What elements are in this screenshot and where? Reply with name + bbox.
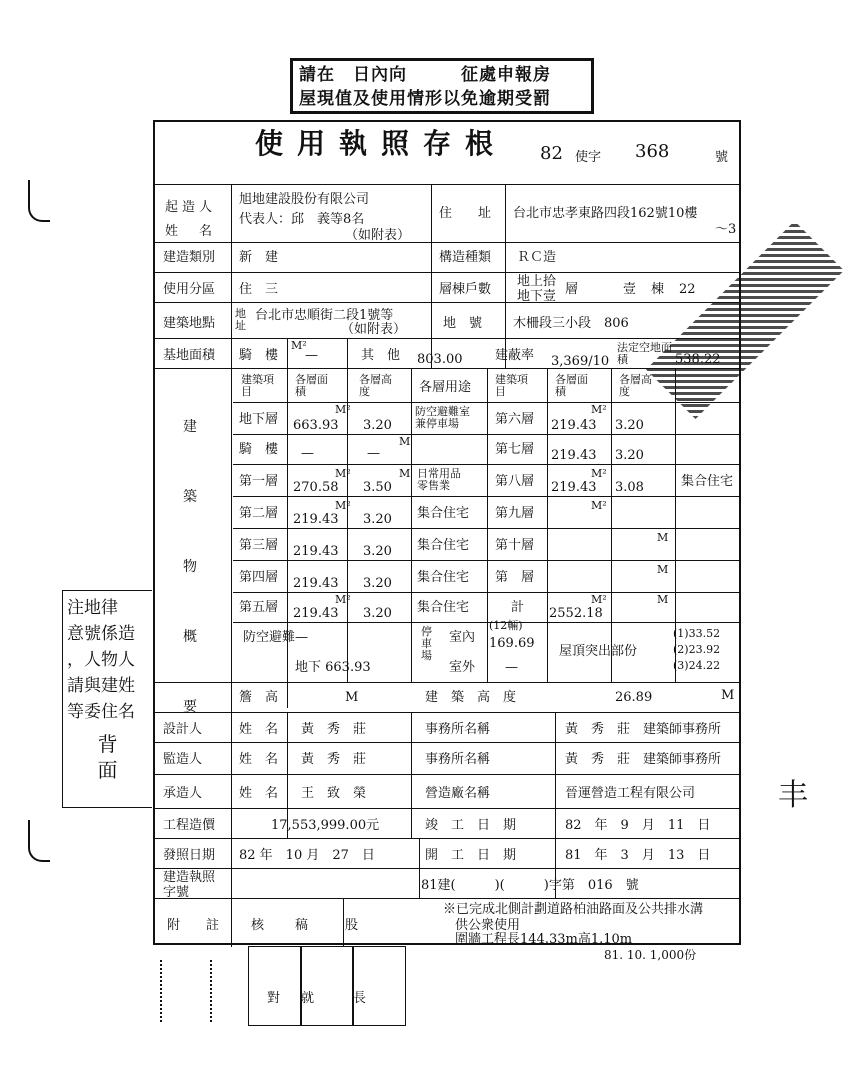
floor-name: 第十層 — [495, 538, 535, 553]
unit-m2: M² — [335, 593, 351, 606]
parking-indoor-note: (12輛) — [489, 619, 523, 632]
floor-name: 第三層 — [239, 538, 279, 553]
defense-above: — — [295, 630, 308, 645]
label-indoor: 室內 — [449, 630, 476, 645]
side-note — [62, 590, 152, 808]
floor-area: 219.43 — [551, 480, 597, 495]
label-civil-defense: 防空避難 — [243, 630, 296, 645]
floor-area: 219.43 — [551, 448, 597, 463]
label-supervisor-name: 姓 名 — [239, 752, 279, 767]
unit-m: M — [657, 563, 669, 576]
start-date: 81 年 3 月 13 日 — [565, 848, 711, 863]
floor-area: 270.58 — [293, 480, 339, 495]
label-coverage: 建蔽率 — [495, 348, 535, 363]
floor-name: 第六層 — [495, 412, 535, 427]
floor-height: 3.20 — [363, 512, 392, 527]
label-applicant: 起造人 姓 名 — [165, 200, 217, 239]
label-other: 其 他 — [361, 348, 401, 363]
side-note-text: 注地律 意號係造 ，人物人 請與建姓 等委住名 — [67, 598, 135, 722]
contractor-firm: 晉運營造工程有限公司 — [565, 786, 696, 801]
floor-use: 日常用品 零售業 — [417, 467, 461, 492]
unit-count: 22 — [679, 282, 696, 297]
floor-use: 集合住宅 — [417, 600, 470, 615]
label-building-height: 建 築 高 度 — [425, 690, 517, 705]
supervisor-office: 黃 秀 莊 建築師事務所 — [565, 752, 722, 767]
floor-area: 219.43 — [293, 606, 339, 621]
header-area-right: 各層面積 — [555, 373, 588, 398]
floor-height: 3.20 — [363, 418, 392, 433]
signoff-box-3 — [352, 946, 406, 1026]
floor-name: 第九層 — [495, 506, 535, 521]
label-parking: 停車場 — [421, 625, 432, 662]
building-height: 26.89 — [615, 690, 653, 705]
label-building-summary: 建築物概要 — [183, 419, 197, 715]
margin-marks-left-2 — [28, 820, 50, 862]
label-outdoor: 室外 — [449, 660, 476, 675]
label-issue-date: 發照日期 — [163, 848, 216, 863]
label-supervisor-office: 事務所名稱 — [425, 752, 491, 767]
stamp-line-2: 屋現值及使用情形以免逾期受罰 — [299, 89, 551, 109]
header-height-right: 各層高度 — [619, 373, 652, 398]
roof-area-3: (3)24.22 — [673, 659, 721, 672]
floor-unit: 層 — [565, 282, 579, 297]
label-designer: 設計人 — [163, 722, 203, 737]
floor-name: 第七層 — [495, 442, 535, 457]
signoff-6: 長 — [353, 991, 367, 1006]
applicant-address: 台北市忠孝東路四段162號10樓 — [513, 206, 698, 221]
label-remarks: 附 註 — [167, 918, 220, 933]
floor-name: 第四層 — [239, 570, 279, 585]
unit-m2: M² — [335, 467, 351, 480]
floor-use: 集合住宅 — [417, 538, 470, 553]
unit-m: M — [657, 593, 669, 606]
header-use: 各層用途 — [419, 380, 472, 395]
label-site-location: 建築地點 — [163, 316, 216, 331]
stamp-line-1: 請在 日內向 征處申報房 — [299, 65, 551, 85]
floor-height: 3.20 — [363, 606, 392, 621]
floor-height: 3.50 — [363, 480, 392, 495]
floor-name: 地下層 — [239, 412, 279, 427]
coverage: 3,369/10 — [551, 354, 610, 369]
building-height-unit: M — [721, 688, 735, 703]
floor-height: 3.20 — [363, 544, 392, 559]
open-space: 538.22 — [675, 352, 721, 367]
floor-use: 集合住宅 — [417, 506, 470, 521]
designer-office: 黃 秀 莊 建築師事務所 — [565, 722, 722, 737]
unit-m2: M² — [591, 593, 607, 606]
unit-m2: M² — [591, 467, 607, 480]
signoff-box-1 — [248, 946, 302, 1026]
supervisor-name: 黃 秀 莊 — [301, 752, 367, 767]
label-contractor-name: 姓 名 — [239, 786, 279, 801]
label-supervisor: 監造人 — [163, 752, 203, 767]
label-floors-units: 層棟戶數 — [439, 282, 492, 297]
floor-name: 第八層 — [495, 474, 535, 489]
label-designer-office: 事務所名稱 — [425, 722, 491, 737]
signoff-2: 稿 — [295, 918, 309, 933]
label-contractor: 承造人 — [163, 786, 203, 801]
label-designer-name: 姓 名 — [239, 722, 279, 737]
unit-m: M — [399, 467, 411, 480]
structure-type: ＲＣ造 — [517, 250, 557, 265]
site-address: 台北市忠順街二段1號等 — [255, 308, 394, 323]
signoff-5: 就 — [301, 991, 315, 1006]
permit-year: 82 — [540, 143, 563, 164]
floor-area: — — [301, 446, 314, 461]
floor-height: 3.20 — [615, 448, 644, 463]
floor-height: 3.20 — [615, 418, 644, 433]
floor-name: 騎 樓 — [239, 442, 279, 457]
label-structure: 構造種類 — [439, 250, 492, 265]
construction-cost: 17,553,999.00元 — [271, 818, 380, 833]
other-area: 803.00 — [417, 352, 463, 367]
building-count: 壹 — [623, 282, 637, 297]
handwritten-mark — [160, 960, 212, 1022]
floor-height: 3.08 — [615, 480, 644, 495]
designer-name: 黃 秀 莊 — [301, 722, 367, 737]
building-unit: 棟 — [651, 282, 665, 297]
print-note: 81. 10. 1,000份 — [604, 948, 697, 962]
label-contractor-firm: 營造廠名稱 — [425, 786, 491, 801]
complete-date: 82 年 9 月 11 日 — [565, 818, 711, 833]
label-site-area: 基地面積 — [163, 348, 216, 363]
floor-area: 219.43 — [551, 418, 597, 433]
floor-use: 集合住宅 — [417, 570, 470, 585]
defense-below: 地下 663.93 — [295, 660, 371, 675]
issue-date: 82 年 10 月 27 日 — [239, 848, 375, 863]
applicant-company: 旭地建設股份有限公司 — [239, 192, 370, 207]
floor-name: 第五層 — [239, 600, 279, 615]
remark-line-2: 供公衆使用 — [455, 918, 521, 933]
applicant-note: （如附表） — [345, 228, 411, 243]
label-cost: 工程造價 — [163, 818, 216, 833]
unit-m: M — [399, 435, 411, 448]
unit-m2: M² — [335, 499, 351, 512]
label-addr: 地址 — [235, 307, 246, 332]
tax-notice-stamp — [290, 58, 594, 114]
label-roof: 屋頂突出部份 — [559, 644, 638, 659]
label-open-space: 法定空地面積 — [617, 341, 672, 366]
header-floor-left: 建築項目 — [241, 373, 274, 398]
floor-name: 第一層 — [239, 474, 279, 489]
margin-marks-left — [28, 180, 50, 222]
label-complete-date: 竣 工 日 期 — [425, 818, 517, 833]
unit-m: M — [657, 531, 669, 544]
back-label: 背 面 — [97, 732, 118, 782]
unit-m2: M² — [591, 499, 607, 512]
zone: 住 三 — [239, 282, 279, 297]
unit-m2: M² — [591, 403, 607, 416]
floor-name: 第二層 — [239, 506, 279, 521]
label-address: 住 址 — [439, 206, 492, 221]
floor-use: 防空避難室 兼停車場 — [415, 405, 470, 430]
remark-line-3: 圍牆工程長144.33m高1.10m — [455, 932, 633, 947]
floors-below: 地下壹 — [517, 289, 557, 304]
applicant-address-cont: ～3 — [715, 222, 737, 237]
floor-height: 3.20 — [363, 576, 392, 591]
signoff-box-2 — [300, 946, 354, 1026]
roof-area-1: (1)33.52 — [673, 627, 721, 640]
handwriting-mark-right: 丰 — [778, 778, 808, 813]
label-eave-height: 簷 高 — [239, 690, 279, 705]
label-zone: 使用分區 — [163, 282, 216, 297]
floor-area: 219.43 — [293, 512, 339, 527]
floor-area-total: 2552.18 — [549, 606, 603, 621]
signoff-4: 對 — [267, 991, 281, 1006]
signoff-3: 股 — [345, 918, 359, 933]
parking-indoor: 169.69 — [489, 636, 535, 651]
applicant-rep: 代表人：邱 義等8名 — [239, 212, 365, 227]
header-floor-right: 建築項目 — [495, 373, 528, 398]
usage-permit-form — [153, 120, 741, 945]
label-build-class: 建造類別 — [163, 250, 216, 265]
floor-area: 219.43 — [293, 544, 339, 559]
permit-suffix: 號 — [715, 150, 729, 165]
floor-name: 計 — [511, 600, 525, 615]
header-area-left: 各層面積 — [295, 373, 328, 398]
floor-area: 219.43 — [293, 576, 339, 591]
signoff-1: 核 — [251, 918, 265, 933]
permit-number: 368 — [635, 141, 670, 162]
site-address-note: （如附表） — [341, 322, 407, 337]
header-height-left: 各層高度 — [359, 373, 392, 398]
floor-use: 集合住宅 — [681, 474, 734, 489]
unit-m2: M² — [335, 403, 351, 416]
contractor-name: 王 致 榮 — [301, 786, 367, 801]
unit-m2-arcade: M² — [291, 339, 307, 352]
label-lot: 地 號 — [443, 316, 483, 331]
building-permit-number: 81建( )( )字第 016 號 — [421, 878, 639, 893]
floor-area: 663.93 — [293, 418, 339, 433]
floor-height: — — [367, 446, 380, 461]
form-title: 使用執照存根 — [255, 127, 508, 160]
arcade-area: — — [305, 348, 318, 363]
floor-name: 第 層 — [495, 570, 535, 585]
permit-word: 使字 — [575, 150, 602, 165]
floors-above: 地上拾 — [517, 274, 557, 289]
remark-line-1: ※已完成北側計劃道路柏油路面及公共排水溝 — [443, 902, 704, 917]
parking-outdoor: — — [505, 660, 518, 675]
roof-area-2: (2)23.92 — [673, 643, 721, 656]
label-start-date: 開 工 日 期 — [425, 848, 517, 863]
eave-height: M — [345, 690, 359, 705]
lot-number: 木柵段三小段 806 — [513, 316, 629, 331]
build-class: 新 建 — [239, 250, 279, 265]
label-arcade: 騎 樓 — [239, 348, 279, 363]
label-permit-no: 建造執照字號 — [163, 870, 216, 900]
